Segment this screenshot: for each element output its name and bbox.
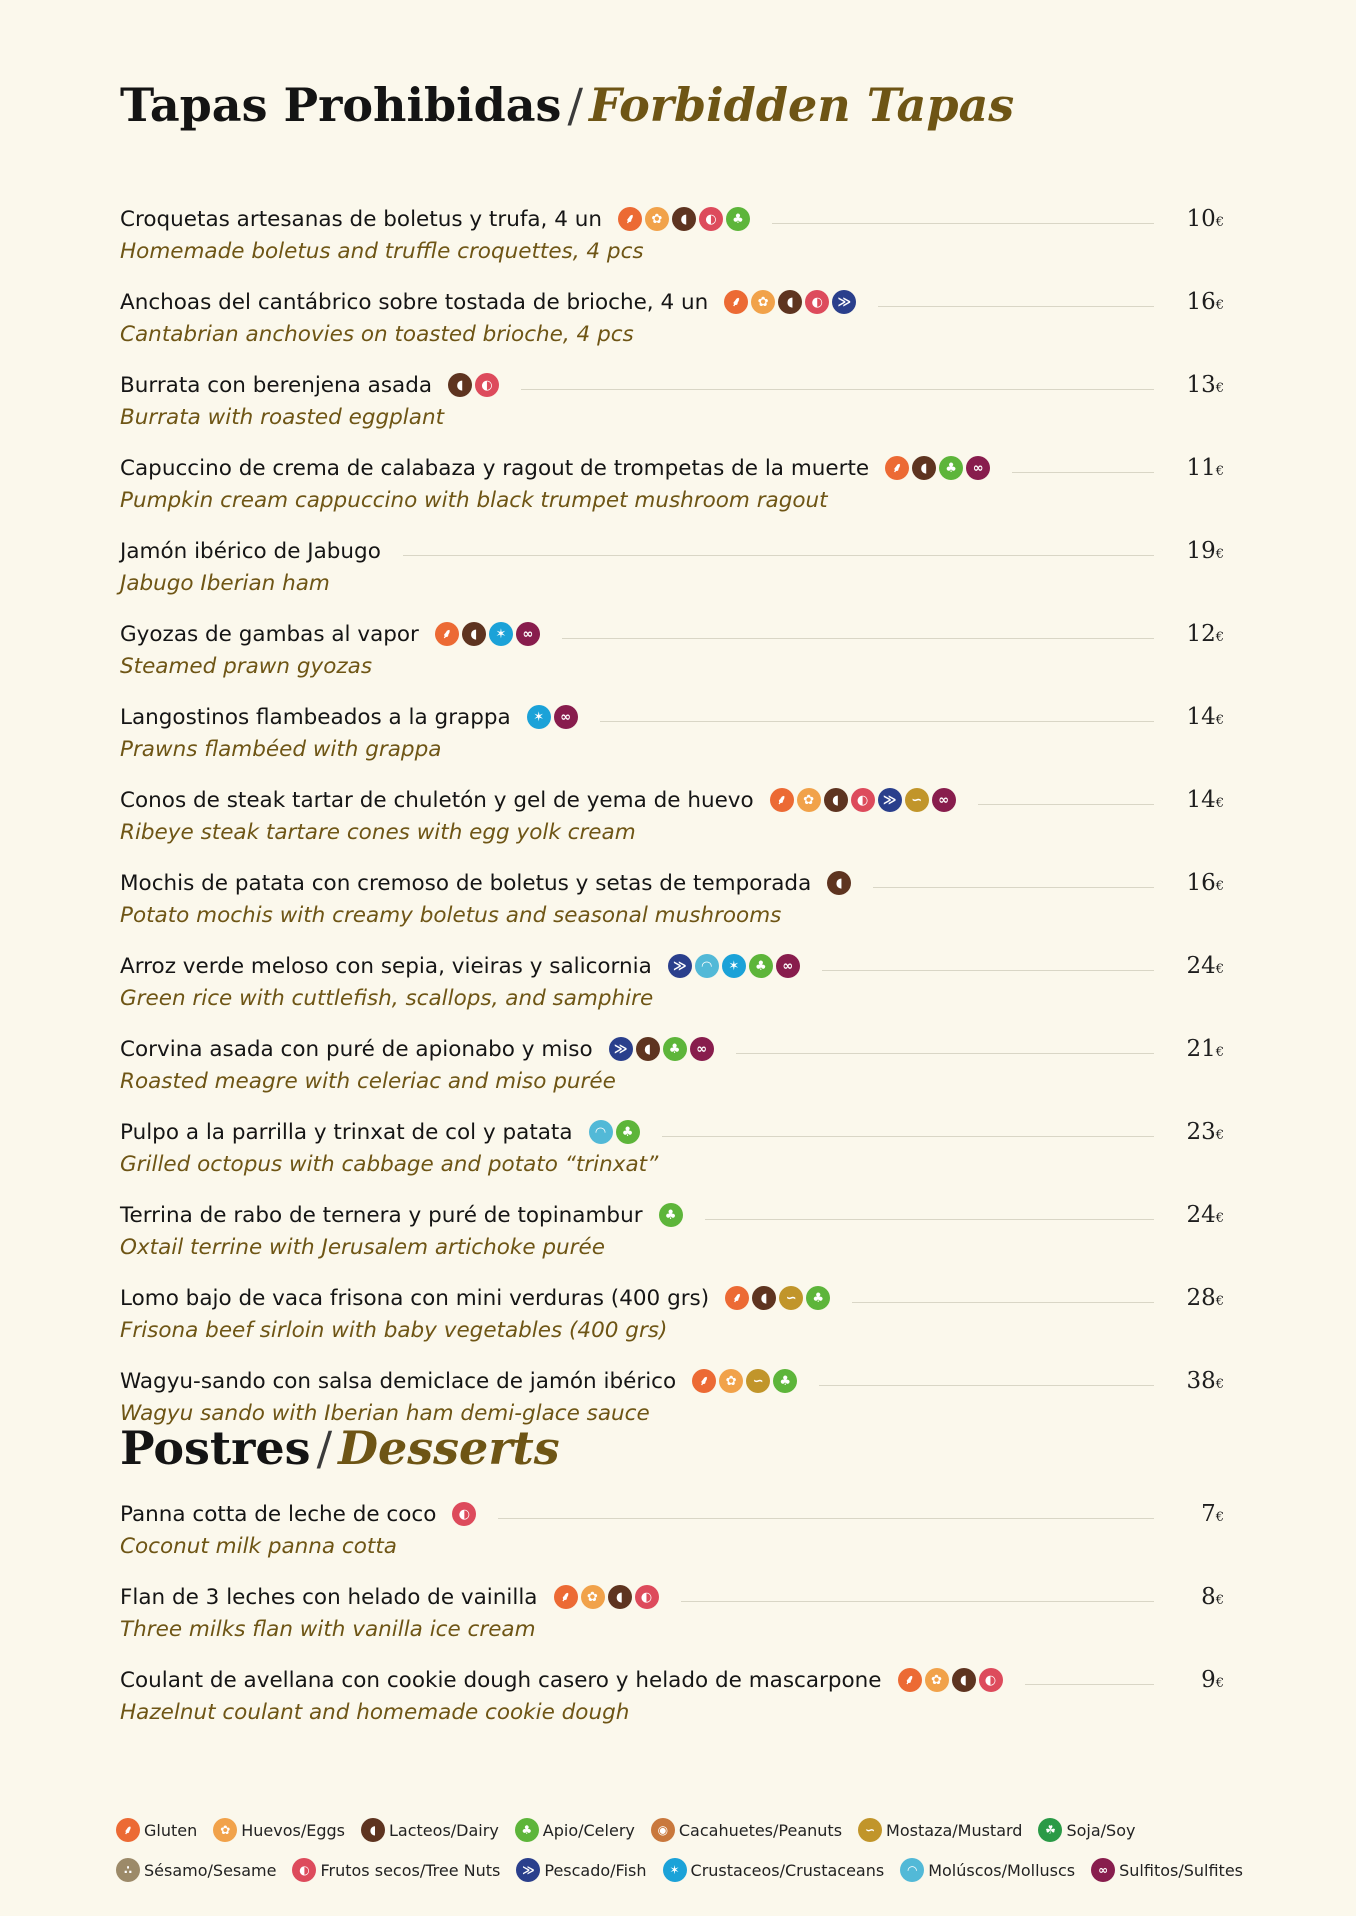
menu-item-description: Grilled octopus with cabbage and potato “trinxat” — [120, 1152, 659, 1177]
sulfites-icon: ∞ — [554, 705, 578, 729]
dotted-leader — [822, 970, 1154, 971]
allergen-icons — [659, 1203, 683, 1227]
menu-item-line — [120, 1032, 1224, 1066]
menu-item-name: Corvina asada con puré de apionabo y miso — [120, 1036, 593, 1062]
menu-item-description: Roasted meagre with celeriac and miso purée — [120, 1069, 616, 1094]
tree-nuts-icon: ◐ — [635, 1585, 659, 1609]
mustard-icon: ∽ — [905, 788, 929, 812]
menu-item-price — [1180, 1501, 1224, 1527]
eggs-icon: ✿ — [645, 207, 669, 231]
price-currency: € — [1215, 215, 1224, 230]
dairy-icon: ◖ — [912, 456, 936, 480]
sesame-icon: ∴ — [116, 1858, 140, 1882]
allergen-icons — [452, 1502, 476, 1526]
dairy-icon: ◖ — [752, 1286, 776, 1310]
gluten-icon: ⸙ — [885, 456, 909, 480]
menu-list-desserts — [120, 1497, 1224, 1746]
menu-item — [120, 534, 1224, 617]
tree-nuts-icon: ◐ — [292, 1858, 316, 1882]
menu-item-description: Coconut milk panna cotta — [120, 1534, 397, 1559]
legend-item — [651, 1818, 842, 1842]
dotted-leader — [852, 1302, 1154, 1303]
allergen-icons — [609, 1037, 714, 1061]
menu-item-description: Three milks flan with vanilla ice cream — [120, 1617, 536, 1642]
dotted-leader — [736, 1053, 1154, 1054]
eggs-icon: ✿ — [581, 1585, 605, 1609]
menu-item-description: Jabugo Iberian ham — [120, 571, 330, 596]
price-value: 16 — [1186, 289, 1216, 315]
menu-item-name: Jamón ibérico de Jabugo — [120, 538, 381, 564]
sulfites-icon: ∞ — [776, 954, 800, 978]
menu-item-line — [120, 1364, 1224, 1398]
allergen-icons — [770, 788, 956, 812]
eggs-icon: ✿ — [925, 1668, 949, 1692]
dotted-leader — [819, 1385, 1154, 1386]
section-title-separator: / — [316, 1421, 333, 1475]
celery-icon: ♣ — [726, 207, 750, 231]
tree-nuts-icon: ◐ — [475, 373, 499, 397]
price-value: 14 — [1186, 704, 1216, 730]
legend-item — [515, 1818, 635, 1842]
menu-item-name: Terrina de rabo de ternera y puré de topinambur — [120, 1202, 643, 1228]
price-currency: € — [1215, 1676, 1224, 1691]
price-currency: € — [1215, 464, 1224, 479]
celery-icon: ♣ — [773, 1369, 797, 1393]
legend-item — [361, 1818, 499, 1842]
dotted-leader — [562, 638, 1154, 639]
price-value: 10 — [1186, 206, 1216, 232]
allergen-icons — [827, 871, 851, 895]
menu-item-line — [120, 783, 1224, 817]
menu-item — [120, 1580, 1224, 1663]
dairy-icon: ◖ — [778, 290, 802, 314]
price-value: 8 — [1201, 1584, 1216, 1610]
menu-item-price — [1180, 1036, 1224, 1062]
price-value: 28 — [1186, 1285, 1216, 1311]
sulfites-icon: ∞ — [966, 456, 990, 480]
menu-item-line — [120, 1281, 1224, 1315]
legend-label: Lacteos/Dairy — [389, 1820, 499, 1840]
dairy-icon: ◖ — [824, 788, 848, 812]
price-value: 14 — [1186, 787, 1216, 813]
tree-nuts-icon: ◐ — [805, 290, 829, 314]
menu-item-description: Ribeye steak tartare cones with egg yolk cream — [120, 820, 636, 845]
price-value: 24 — [1186, 953, 1216, 979]
tree-nuts-icon: ◐ — [979, 1668, 1003, 1692]
menu-item-price — [1180, 289, 1224, 315]
menu-item — [120, 1281, 1224, 1364]
menu-item-name: Panna cotta de leche de coco — [120, 1501, 437, 1527]
menu-item-line — [120, 451, 1224, 485]
price-value: 21 — [1186, 1036, 1216, 1062]
price-value: 11 — [1186, 455, 1216, 481]
menu-item — [120, 617, 1224, 700]
menu-item-price — [1180, 372, 1224, 398]
dotted-leader — [681, 1601, 1155, 1602]
menu-item — [120, 866, 1224, 949]
menu-item — [120, 949, 1224, 1032]
section-title-separator: / — [567, 78, 583, 132]
menu-item-name: Burrata con berenjena asada — [120, 372, 433, 398]
crustaceans-icon: ✶ — [663, 1858, 687, 1882]
legend-item — [516, 1858, 646, 1882]
tree-nuts-icon: ◐ — [699, 207, 723, 231]
legend-label: Crustaceos/Crustaceans — [690, 1860, 885, 1880]
price-currency: € — [1215, 1510, 1224, 1525]
price-value: 7 — [1201, 1501, 1216, 1527]
price-currency: € — [1215, 879, 1224, 894]
dairy-icon: ◖ — [361, 1818, 385, 1842]
menu-item-name: Pulpo a la parrilla y trinxat de col y patata — [120, 1119, 573, 1145]
menu-item — [120, 202, 1224, 285]
menu-item — [120, 700, 1224, 783]
section-desserts — [120, 1421, 1224, 1746]
dairy-icon: ◖ — [636, 1037, 660, 1061]
menu-item-line — [120, 285, 1224, 319]
fish-icon: ≫ — [878, 788, 902, 812]
crustaceans-icon: ✶ — [489, 622, 513, 646]
price-currency: € — [1215, 1294, 1224, 1309]
mustard-icon: ∽ — [746, 1369, 770, 1393]
eggs-icon: ✿ — [719, 1369, 743, 1393]
price-currency: € — [1215, 381, 1224, 396]
mustard-icon: ∽ — [779, 1286, 803, 1310]
menu-item-description: Hazelnut coulant and homemade cookie dough — [120, 1700, 630, 1725]
dotted-leader — [873, 887, 1154, 888]
menu-item-price — [1180, 455, 1224, 481]
price-currency: € — [1215, 962, 1224, 977]
menu-item-description: Cantabrian anchovies on toasted brioche, 4 pcs — [120, 322, 634, 347]
peanuts-icon: ◉ — [651, 1818, 675, 1842]
section-title — [120, 78, 1224, 132]
section-title-es: Postres — [120, 1421, 311, 1475]
gluten-icon: ⸙ — [770, 788, 794, 812]
menu-item — [120, 451, 1224, 534]
allergen-icons — [724, 290, 856, 314]
dotted-leader — [403, 555, 1154, 556]
dotted-leader — [978, 804, 1154, 805]
eggs-icon: ✿ — [751, 290, 775, 314]
sulfites-icon: ∞ — [1091, 1858, 1115, 1882]
price-value: 16 — [1186, 870, 1216, 896]
price-currency: € — [1215, 1377, 1224, 1392]
dairy-icon: ◖ — [672, 207, 696, 231]
fish-icon: ≫ — [668, 954, 692, 978]
menu-item-price — [1180, 953, 1224, 979]
menu-item-price — [1180, 621, 1224, 647]
price-value: 12 — [1186, 621, 1216, 647]
dotted-leader — [662, 1136, 1154, 1137]
allergen-icons — [885, 456, 990, 480]
allergen-icons — [448, 373, 499, 397]
tree-nuts-icon: ◐ — [851, 788, 875, 812]
molluscs-icon: ◠ — [589, 1120, 613, 1144]
price-value: 13 — [1186, 372, 1216, 398]
tree-nuts-icon: ◐ — [452, 1502, 476, 1526]
allergen-icons — [435, 622, 540, 646]
fish-icon: ≫ — [832, 290, 856, 314]
menu-item-line — [120, 1663, 1224, 1697]
allergen-icons — [725, 1286, 830, 1310]
gluten-icon: ⸙ — [554, 1585, 578, 1609]
price-currency: € — [1215, 1045, 1224, 1060]
celery-icon: ♣ — [515, 1818, 539, 1842]
fish-icon: ≫ — [609, 1037, 633, 1061]
price-currency: € — [1215, 630, 1224, 645]
legend-label: Gluten — [144, 1820, 198, 1840]
menu-item-line — [120, 1497, 1224, 1531]
price-currency: € — [1215, 796, 1224, 811]
menu-item-line — [120, 1198, 1224, 1232]
menu-item-line — [120, 1115, 1224, 1149]
menu-item-price — [1180, 1119, 1224, 1145]
sulfites-icon: ∞ — [516, 622, 540, 646]
celery-icon: ♣ — [616, 1120, 640, 1144]
dotted-leader — [878, 306, 1154, 307]
menu-item — [120, 285, 1224, 368]
sulfites-icon: ∞ — [932, 788, 956, 812]
menu-item-name: Langostinos flambeados a la grappa — [120, 704, 511, 730]
celery-icon: ♣ — [659, 1203, 683, 1227]
legend-item — [1038, 1818, 1135, 1842]
menu-item-description: Burrata with roasted eggplant — [120, 405, 445, 430]
menu-item-line — [120, 949, 1224, 983]
legend-item — [858, 1818, 1022, 1842]
allergen-icons — [668, 954, 800, 978]
menu-item-description: Wagyu sando with Iberian ham demi-glace sauce — [120, 1401, 650, 1426]
legend-item — [292, 1858, 500, 1882]
allergen-icons — [589, 1120, 640, 1144]
menu-item-price — [1180, 1285, 1224, 1311]
menu-item-name: Mochis de patata con cremoso de boletus y setas de temporada — [120, 870, 812, 896]
dotted-leader — [1012, 472, 1154, 473]
legend-label: Frutos secos/Tree Nuts — [320, 1860, 501, 1880]
legend-item — [116, 1818, 197, 1842]
section-title-en: Desserts — [338, 1421, 560, 1475]
legend-row — [116, 1810, 1236, 1850]
celery-icon: ♣ — [749, 954, 773, 978]
menu-item-name: Arroz verde meloso con sepia, vieiras y salicornia — [120, 953, 652, 979]
menu-item-name: Capuccino de crema de calabaza y ragout de trompetas de la muerte — [120, 455, 870, 481]
price-value: 24 — [1186, 1202, 1216, 1228]
menu-item-name: Flan de 3 leches con helado de vainilla — [120, 1584, 538, 1610]
menu-item-price — [1180, 1368, 1224, 1394]
menu-item-price — [1180, 787, 1224, 813]
menu-item — [120, 1115, 1224, 1198]
gluten-icon: ⸙ — [725, 1286, 749, 1310]
eggs-icon: ✿ — [213, 1818, 237, 1842]
menu-item-description: Homemade boletus and truffle croquettes, 4 pcs — [120, 239, 644, 264]
gluten-icon: ⸙ — [435, 622, 459, 646]
menu-item-description: Green rice with cuttlefish, scallops, and samphire — [120, 986, 654, 1011]
legend-label: Molúscos/Molluscs — [928, 1860, 1076, 1880]
menu-item-name: Wagyu-sando con salsa demiclace de jamón ibérico — [120, 1368, 677, 1394]
fish-icon: ≫ — [516, 1858, 540, 1882]
celery-icon: ♣ — [806, 1286, 830, 1310]
menu-item-line — [120, 700, 1224, 734]
menu-item-price — [1180, 704, 1224, 730]
legend-label: Sulfitos/Sulfites — [1119, 1860, 1244, 1880]
menu-item-name: Anchoas del cantábrico sobre tostada de brioche, 4 un — [120, 289, 709, 315]
menu-item-price — [1180, 870, 1224, 896]
gluten-icon: ⸙ — [692, 1369, 716, 1393]
menu-item-name: Gyozas de gambas al vapor — [120, 621, 419, 647]
dairy-icon: ◖ — [608, 1585, 632, 1609]
legend-label: Cacahuetes/Peanuts — [678, 1820, 843, 1840]
menu-item-description: Steamed prawn gyozas — [120, 654, 373, 679]
gluten-icon: ⸙ — [724, 290, 748, 314]
dairy-icon: ◖ — [827, 871, 851, 895]
price-currency: € — [1215, 547, 1224, 562]
section-title — [120, 1421, 1224, 1475]
dotted-leader — [705, 1219, 1154, 1220]
allergen-icons — [692, 1369, 797, 1393]
allergen-icons — [898, 1668, 1003, 1692]
allergen-icons — [527, 705, 578, 729]
price-currency: € — [1215, 298, 1224, 313]
sulfites-icon: ∞ — [690, 1037, 714, 1061]
allergen-icons — [618, 207, 750, 231]
menu-item-description: Oxtail terrine with Jerusalem artichoke purée — [120, 1235, 605, 1260]
section-title-es: Tapas Prohibidas — [120, 78, 562, 132]
soy-icon: ☘ — [1038, 1818, 1062, 1842]
legend-label: Apio/Celery — [542, 1820, 635, 1840]
molluscs-icon: ◠ — [900, 1858, 924, 1882]
gluten-icon: ⸙ — [116, 1818, 140, 1842]
gluten-icon: ⸙ — [618, 207, 642, 231]
dotted-leader — [521, 389, 1154, 390]
legend-label: Sésamo/Sesame — [144, 1860, 277, 1880]
menu-item-price — [1180, 1202, 1224, 1228]
price-value: 19 — [1186, 538, 1216, 564]
menu-item — [120, 1032, 1224, 1115]
price-currency: € — [1215, 713, 1224, 728]
legend-item — [900, 1858, 1075, 1882]
section-tapas — [120, 78, 1224, 1447]
dairy-icon: ◖ — [448, 373, 472, 397]
legend-item — [116, 1858, 276, 1882]
menu-item — [120, 1497, 1224, 1580]
menu-item-description: Prawns flambéed with grappa — [120, 737, 442, 762]
menu-item-line — [120, 202, 1224, 236]
legend-item — [1091, 1858, 1243, 1882]
menu-item-line — [120, 368, 1224, 402]
dairy-icon: ◖ — [462, 622, 486, 646]
price-currency: € — [1215, 1593, 1224, 1608]
menu-item-description: Frisona beef sirloin with baby vegetables (400 grs) — [120, 1318, 668, 1343]
legend-item — [213, 1818, 345, 1842]
legend-label: Soja/Soy — [1066, 1820, 1136, 1840]
menu-item-price — [1180, 1584, 1224, 1610]
legend-item — [663, 1858, 885, 1882]
allergen-icons — [554, 1585, 659, 1609]
dotted-leader — [600, 721, 1154, 722]
menu-item-name: Lomo bajo de vaca frisona con mini verduras (400 grs) — [120, 1285, 710, 1311]
crustaceans-icon: ✶ — [527, 705, 551, 729]
menu-item-name: Croquetas artesanas de boletus y trufa, 4 un — [120, 206, 602, 232]
price-currency: € — [1215, 1128, 1224, 1143]
mustard-icon: ∽ — [858, 1818, 882, 1842]
menu-item — [120, 1663, 1224, 1746]
crustaceans-icon: ✶ — [722, 954, 746, 978]
dotted-leader — [772, 223, 1154, 224]
legend-label: Huevos/Eggs — [241, 1820, 346, 1840]
menu-item — [120, 783, 1224, 866]
menu-item-description: Pumpkin cream cappuccino with black trumpet mushroom ragout — [120, 488, 828, 513]
menu-item-line — [120, 866, 1224, 900]
menu-item-price — [1180, 1667, 1224, 1693]
menu-item-name: Coulant de avellana con cookie dough casero y helado de mascarpone — [120, 1667, 882, 1693]
legend-label: Pescado/Fish — [544, 1860, 647, 1880]
dairy-icon: ◖ — [952, 1668, 976, 1692]
menu-item-line — [120, 1580, 1224, 1614]
section-title-en: Forbidden Tapas — [588, 78, 1015, 132]
allergen-legend — [116, 1810, 1244, 1890]
menu-item — [120, 1198, 1224, 1281]
eggs-icon: ✿ — [797, 788, 821, 812]
menu-item — [120, 368, 1224, 451]
celery-icon: ♣ — [939, 456, 963, 480]
menu-list-tapas — [120, 202, 1224, 1447]
menu-item-price — [1180, 206, 1224, 232]
dotted-leader — [1025, 1684, 1154, 1685]
menu-item-line — [120, 534, 1224, 568]
dotted-leader — [498, 1518, 1154, 1519]
menu-item-line — [120, 617, 1224, 651]
gluten-icon: ⸙ — [898, 1668, 922, 1692]
price-value: 23 — [1186, 1119, 1216, 1145]
menu-item-description: Potato mochis with creamy boletus and seasonal mushrooms — [120, 903, 782, 928]
celery-icon: ♣ — [663, 1037, 687, 1061]
price-value: 38 — [1186, 1368, 1216, 1394]
menu-item-price — [1180, 538, 1224, 564]
price-value: 9 — [1201, 1667, 1216, 1693]
price-currency: € — [1215, 1211, 1224, 1226]
legend-label: Mostaza/Mustard — [886, 1820, 1023, 1840]
menu-item-name: Conos de steak tartar de chuletón y gel de yema de huevo — [120, 787, 754, 813]
molluscs-icon: ◠ — [695, 954, 719, 978]
legend-row — [116, 1850, 1244, 1890]
